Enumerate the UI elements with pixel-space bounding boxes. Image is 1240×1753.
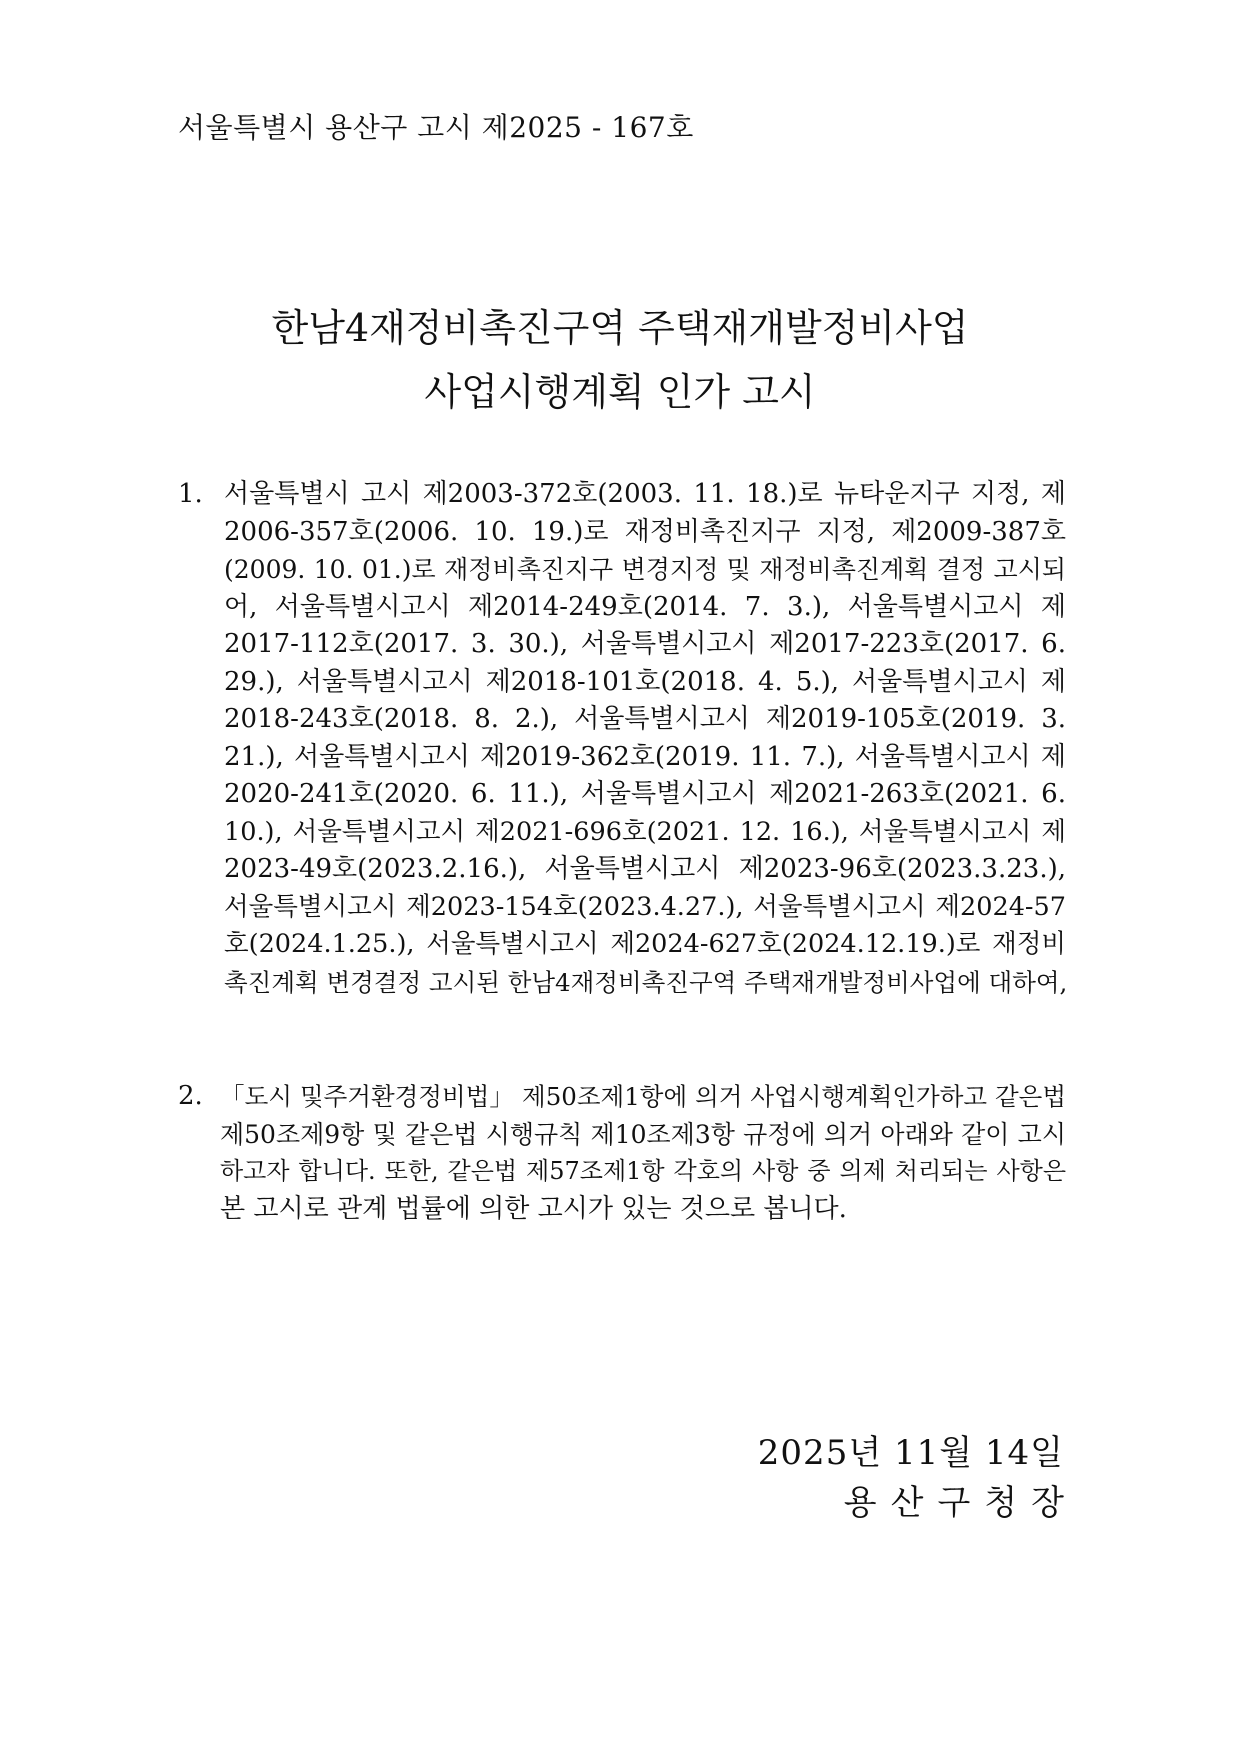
paragraph-1 [178, 476, 1066, 1001]
paragraph-line: 본 고시로 관계 법률에 의한 고시가 있는 것으로 봅니다. [220, 1193, 847, 1224]
paragraph-line: 호(2024.1.25.), 서울특별시고시 제2024-627호(2024.12.19.)로 재정비 [224, 929, 1066, 959]
paragraph-line: 2017-112호(2017. 3. 30.), 서울특별시고시 제2017-223호(2017. 6. [224, 629, 1066, 659]
paragraph-2 [178, 1078, 1066, 1228]
paragraph-line: 「도시 및주거환경정비법」 제50조제1항에 의거 사업시행계획인가하고 같은법 [220, 1082, 1066, 1111]
paragraph-line: 2018-243호(2018. 8. 2.), 서울특별시고시 제2019-105호(2019. 3. [224, 704, 1066, 734]
issuer-name: 용산구청장 [843, 1483, 1078, 1523]
paragraph-line: 서울특별시고시 제2023-154호(2023.4.27.), 서울특별시고시 제2024-57 [224, 891, 1066, 922]
notice-date: 2025년 11월 14일 [757, 1433, 1064, 1473]
paragraph-line: (2009. 10. 01.)로 재정비촉진지구 변경지정 및 재정비촉진계획 결정 고시되 [224, 555, 1066, 584]
paragraph-number: 2. [178, 1081, 203, 1111]
notice-number: 서울특별시 용산구 고시 제2025 - 167호 [178, 111, 694, 144]
paragraph-line: 2006-357호(2006. 10. 19.)로 재정비촉진지구 지정, 제2009-387호 [224, 516, 1066, 547]
paragraph-line: 2023-49호(2023.2.16.), 서울특별시고시 제2023-96호(2023.3.23.), [224, 854, 1066, 884]
paragraph-line: 촉진계획 변경결정 고시된 한남4재정비촉진구역 주택재개발정비사업에 대하여, [224, 967, 1068, 997]
paragraph-line: 10.), 서울특별시고시 제2021-696호(2021. 12. 16.), 서울특별시고시 제 [224, 816, 1066, 847]
paragraph-number: 1. [178, 479, 203, 509]
paragraph-line: 어, 서울특별시고시 제2014-249호(2014. 7. 3.), 서울특별시고시 제 [224, 591, 1066, 622]
signature-block [757, 1428, 1078, 1528]
paragraph-line: 제50조제9항 및 같은법 시행규칙 제10조제3항 규정에 의거 아래와 같이 고시 [220, 1119, 1066, 1149]
document-title [0, 296, 1240, 424]
title-line-1: 한남4재정비촉진구역 주택재개발정비사업 [271, 306, 969, 350]
paragraph-line: 29.), 서울특별시고시 제2018-101호(2018. 4. 5.), 서울특별시고시 제 [224, 666, 1066, 697]
paragraph-line: 2020-241호(2020. 6. 11.), 서울특별시고시 제2021-263호(2021. 6. [224, 779, 1066, 809]
paragraph-line: 하고자 합니다. 또한, 같은법 제57조제1항 각호의 사항 중 의제 처리되는 사항은 [220, 1157, 1066, 1185]
paragraph-line: 21.), 서울특별시고시 제2019-362호(2019. 11. 7.), 서울특별시고시 제 [224, 741, 1066, 772]
paragraph-line: 서울특별시 고시 제2003-372호(2003. 11. 18.)로 뉴타운지구 지정, 제 [224, 479, 1066, 509]
title-line-2: 사업시행계획 인가 고시 [424, 370, 816, 414]
